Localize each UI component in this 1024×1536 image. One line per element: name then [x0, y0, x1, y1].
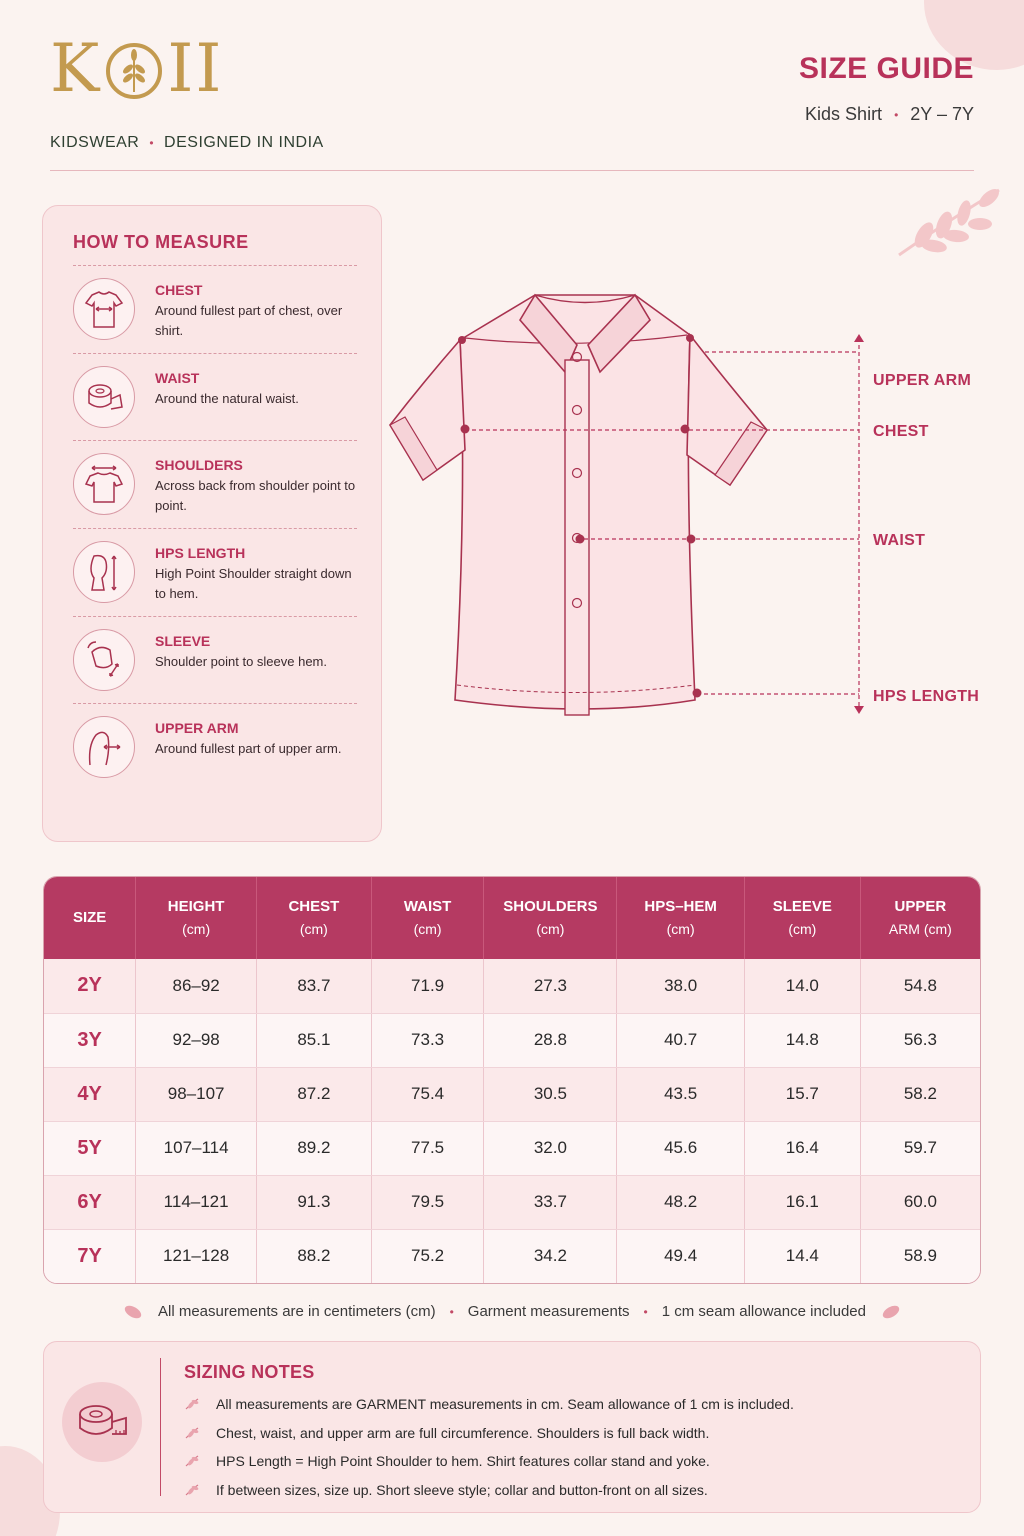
- cell-waist: 75.2: [371, 1229, 484, 1283]
- cell-chest: 87.2: [257, 1067, 372, 1121]
- cell-height: 98–107: [136, 1067, 257, 1121]
- cell-upper-arm: 58.9: [903, 1246, 937, 1266]
- shoulders-icon: [73, 453, 135, 515]
- cell-height: 86–92: [136, 959, 257, 1013]
- sizing-notes-list: [184, 1390, 794, 1504]
- logo-letter-k: K: [50, 30, 102, 107]
- header-sleeve: SLEEVE (cm): [744, 877, 860, 959]
- cell-upper-arm: 58.2: [860, 1067, 980, 1121]
- cell-hps-hem: 48.2: [617, 1175, 745, 1229]
- cell-upper-arm: 60.0: [860, 1175, 980, 1229]
- leaf-bullet-icon: [184, 1483, 200, 1497]
- measure-label-waist: WAIST: [155, 370, 200, 386]
- sizing-note-text: All measurements are GARMENT measurements in cm. Seam allowance of 1 cm is included.: [216, 1396, 794, 1413]
- cell-hps-hem: 43.5: [617, 1067, 745, 1121]
- header-waist: WAIST (cm): [371, 877, 484, 959]
- brand-logo: [50, 30, 224, 107]
- measure-desc-hps-length: High Point Shoulder straight down to hem.: [155, 566, 352, 601]
- chest-icon: [73, 278, 135, 340]
- cell-size: 4Y: [44, 1067, 136, 1121]
- sizing-note-text: If between sizes, size up. Short sleeve style; collar and button-front on all sizes.: [216, 1481, 708, 1498]
- leaf-icon: [880, 1304, 902, 1320]
- leaf-bullet-icon: [184, 1426, 200, 1440]
- list-item: [184, 1476, 794, 1505]
- cell-upper-arm: 56.3: [860, 1013, 980, 1067]
- cell-shoulders: 34.2: [484, 1229, 617, 1283]
- tape-measure-icon: [73, 366, 135, 428]
- list-item: [184, 1447, 794, 1476]
- measure-desc-shoulders: Across back from shoulder point to point.: [155, 478, 356, 513]
- measure-item-waist: [73, 354, 357, 441]
- footnote-garment: Garment measurements: [467, 1303, 630, 1320]
- table-row: [44, 1121, 980, 1175]
- cell-size: 2Y: [44, 959, 136, 1013]
- measure-desc-upper-arm: Around fullest part of upper arm.: [155, 741, 342, 756]
- logo-letters-ii: II: [167, 30, 224, 107]
- measure-item-shoulders: [73, 441, 357, 529]
- measure-item-hps-length: [73, 529, 357, 617]
- leaf-icon: [122, 1304, 144, 1320]
- table-row: [44, 1175, 980, 1229]
- table-row: [44, 959, 980, 1013]
- list-item: [184, 1419, 794, 1448]
- cell-sleeve: 14.4: [744, 1229, 860, 1283]
- list-item: [184, 1390, 794, 1419]
- separator-dot: •: [149, 136, 155, 150]
- cell-height: 92–98: [136, 1013, 257, 1067]
- header-height: HEIGHT (cm): [136, 877, 257, 959]
- shirt-measurement-diagram: [385, 280, 1005, 740]
- product-name: Kids Shirt: [805, 104, 883, 124]
- cell-shoulders: 30.5: [484, 1067, 617, 1121]
- size-chart-table: [43, 876, 981, 1284]
- size-range: 2Y – 7Y: [910, 104, 974, 124]
- cell-size: 7Y: [44, 1229, 136, 1283]
- cell-hps-hem: 45.6: [617, 1121, 745, 1175]
- measure-label-sleeve: SLEEVE: [155, 633, 211, 649]
- footnote-units: All measurements are in centimeters (cm): [157, 1303, 436, 1320]
- cell-size: 3Y: [44, 1013, 136, 1067]
- measurement-footnote: [0, 1303, 1024, 1320]
- cell-chest: 85.1: [257, 1013, 372, 1067]
- title-block: [799, 52, 974, 125]
- leaf-branch-icon: [894, 180, 1004, 260]
- cell-sleeve: 16.1: [744, 1175, 860, 1229]
- cell-hps-hem: 49.4: [617, 1229, 745, 1283]
- page-subtitle: [799, 104, 974, 125]
- cell-sleeve: 15.7: [744, 1067, 860, 1121]
- sizing-note-text: Chest, waist, and upper arm are full circumference. Shoulders is full back width.: [216, 1424, 710, 1441]
- how-to-measure-card: [42, 205, 382, 842]
- separator-dot: •: [894, 107, 899, 122]
- cell-sleeve: 14.0: [744, 959, 860, 1013]
- hps-length-icon: [73, 541, 135, 603]
- cell-hps-hem: 40.7: [617, 1013, 745, 1067]
- header-divider: [50, 170, 974, 171]
- shirt-illustration: [385, 280, 1005, 740]
- table-row: [44, 1013, 980, 1067]
- measure-label-upper-arm: UPPER ARM: [155, 720, 239, 736]
- footnote-seam: 1 cm seam allowance included: [661, 1303, 866, 1320]
- cell-waist: 75.4: [371, 1067, 484, 1121]
- cell-chest: 88.2: [257, 1229, 372, 1283]
- header-chest: CHEST (cm): [257, 877, 372, 959]
- measure-label-chest: CHEST: [155, 282, 203, 298]
- tagline-kidswear: KIDSWEAR: [50, 134, 140, 151]
- cell-waist: 71.9: [371, 959, 484, 1013]
- table-row: [44, 1067, 980, 1121]
- sizing-notes-card: [43, 1341, 981, 1513]
- cell-size: 5Y: [44, 1121, 136, 1175]
- how-to-measure-title: HOW TO MEASURE: [73, 232, 357, 266]
- brand-tagline: [50, 134, 324, 152]
- sizing-notes-title: SIZING NOTES: [184, 1362, 315, 1382]
- cell-waist: 77.5: [371, 1121, 484, 1175]
- cell-height: 114–121: [136, 1175, 257, 1229]
- measure-item-upper-arm: [73, 704, 357, 790]
- header-size: SIZE: [44, 877, 136, 959]
- cell-sleeve: 16.4: [744, 1121, 860, 1175]
- sleeve-icon: [73, 629, 135, 691]
- cell-waist: 79.5: [371, 1175, 484, 1229]
- measure-label-shoulders: SHOULDERS: [155, 457, 243, 473]
- header-upper-arm: UPPER ARM (cm): [860, 877, 980, 959]
- cell-shoulders: 28.8: [484, 1013, 617, 1067]
- diagram-label-chest: CHEST: [873, 423, 929, 440]
- header-hps-hem: HPS–HEM (cm): [617, 877, 745, 959]
- separator-dot: •: [449, 1304, 454, 1319]
- leaf-bullet-icon: [184, 1397, 200, 1411]
- sizing-note-text: HPS Length = High Point Shoulder to hem. Shirt features collar stand and yoke.: [216, 1453, 710, 1470]
- measure-item-chest: [73, 266, 357, 354]
- table-row: [44, 1229, 980, 1283]
- cell-hps-hem: 38.0: [617, 959, 745, 1013]
- upper-arm-icon: [73, 716, 135, 778]
- cell-upper-arm: 59.7: [860, 1121, 980, 1175]
- measure-desc-sleeve: Shoulder point to sleeve hem.: [155, 654, 327, 669]
- cell-height: 121–128: [136, 1229, 257, 1283]
- measure-item-sleeve: [73, 617, 357, 704]
- cell-chest: 83.7: [257, 959, 372, 1013]
- cell-sleeve: 14.8: [744, 1013, 860, 1067]
- notes-divider: [160, 1358, 161, 1496]
- cell-shoulders: 27.3: [484, 959, 617, 1013]
- diagram-label-upper-arm: UPPER ARM: [873, 372, 972, 389]
- logo-leaf-emblem-icon: [103, 38, 165, 100]
- cell-size: 6Y: [44, 1175, 136, 1229]
- cell-height: 107–114: [136, 1121, 257, 1175]
- table-header-row: [44, 877, 980, 959]
- header-shoulders: SHOULDERS (cm): [484, 877, 617, 959]
- tagline-designed-in-india: DESIGNED IN INDIA: [164, 134, 324, 151]
- cell-shoulders: 32.0: [484, 1121, 617, 1175]
- cell-shoulders: 33.7: [484, 1175, 617, 1229]
- page-title: SIZE GUIDE: [798, 52, 974, 85]
- separator-dot: •: [643, 1304, 648, 1319]
- cell-chest: 91.3: [257, 1175, 372, 1229]
- measure-desc-chest: Around fullest part of chest, over shirt.: [155, 303, 343, 338]
- measure-desc-waist: Around the natural waist.: [155, 391, 299, 406]
- diagram-label-hps-length: HPS LENGTH: [873, 688, 980, 705]
- measure-label-hps-length: HPS LENGTH: [155, 545, 246, 561]
- cell-chest: 89.2: [257, 1121, 372, 1175]
- leaf-bullet-icon: [184, 1454, 200, 1468]
- cell-waist: 73.3: [371, 1013, 484, 1067]
- diagram-label-waist: WAIST: [873, 532, 926, 549]
- cell-upper-arm: 54.8: [860, 959, 980, 1013]
- tape-measure-icon: [62, 1382, 142, 1462]
